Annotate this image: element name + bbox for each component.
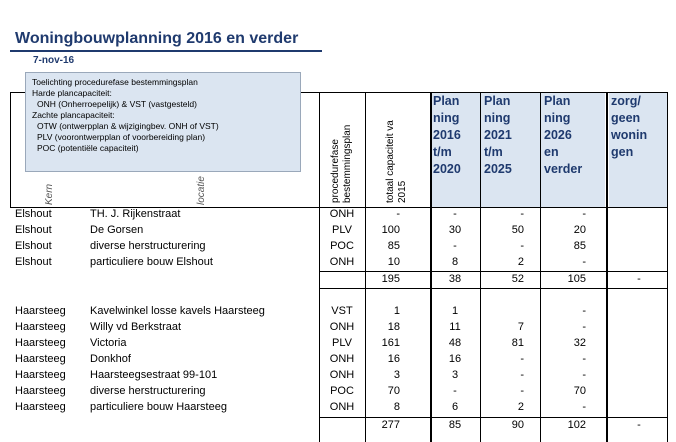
table-row: Elshout De Gorsen PLV 100 30 50 20 bbox=[15, 224, 586, 236]
tooltip-line-1: Toelichting procedurefase bestemmingsplan bbox=[32, 77, 198, 87]
procedure-legend-tooltip bbox=[25, 72, 301, 172]
tooltip-line-2: Harde plancapaciteit: bbox=[32, 88, 112, 98]
col-header-kern: Kern bbox=[44, 183, 55, 205]
table-row: Elshout TH. J. Rijkenstraat ONH - - - - bbox=[15, 208, 586, 220]
table-row: Elshout diverse herstructurering POC 85 - - 85 bbox=[15, 240, 586, 252]
table-row: Haarsteeg Victoria PLV 161 48 81 32 bbox=[15, 337, 586, 349]
col-header-procedure-1: procedurefase bbox=[330, 139, 341, 203]
tooltip-line-6: PLV (voorontwerpplan of voorbereiding plan) bbox=[37, 132, 206, 142]
grid-v-left bbox=[10, 92, 11, 208]
haarsteeg-sum-row: 277 85 90 102 - bbox=[381, 419, 641, 431]
col-header-zorg: zorg/ geen wonin gen bbox=[611, 94, 648, 159]
elshout-sum-bottom bbox=[319, 288, 668, 289]
tooltip-line-7: POC (potentiële capaciteit) bbox=[37, 143, 139, 153]
tooltip-line-3: ONH (Onherroepelijk) & VST (vastgesteld) bbox=[37, 99, 197, 109]
table-row: Haarsteeg particuliere bouw Haarsteeg ONH 8 6 2 - bbox=[15, 401, 586, 413]
col-header-plan-2016: Plan ning 2016 t/m 2020 bbox=[433, 94, 461, 176]
title-underline bbox=[10, 50, 322, 52]
col-header-totaal-2: 2015 bbox=[397, 180, 408, 203]
tooltip-line-5: OTW (ontwerpplan & wijzigingbev. ONH of VST) bbox=[37, 121, 219, 131]
col-header-totaal-1: totaal capaciteit va bbox=[385, 120, 396, 203]
elshout-sum-row: 195 38 52 105 - bbox=[381, 273, 641, 285]
table-row: Elshout particuliere bouw Elshout ONH 10 8 2 - bbox=[15, 256, 586, 268]
table-row: Haarsteeg Haarsteegsestraat 99-101 ONH 3 3 - - bbox=[15, 369, 586, 381]
col-header-locatie: locatie bbox=[196, 176, 207, 205]
table-row: Haarsteeg Donkhof ONH 16 16 - - bbox=[15, 353, 586, 365]
col-header-procedure-2: bestemmingsplan bbox=[342, 124, 353, 203]
col-header-plan-2026: Plan ning 2026 en verder bbox=[544, 94, 583, 176]
table-row: Haarsteeg Willy vd Berkstraat ONH 18 11 7 - bbox=[15, 321, 586, 333]
report-date: 7-nov-16 bbox=[33, 55, 75, 66]
tooltip-line-4: Zachte plancapaciteit: bbox=[32, 110, 115, 120]
page-title: Woningbouwplanning 2016 en verder bbox=[15, 30, 299, 47]
table-row: Haarsteeg Kavelwinkel losse kavels Haarsteeg VST 1 1 - bbox=[15, 305, 586, 317]
col-header-plan-2021: Plan ning 2021 t/m 2025 bbox=[484, 94, 512, 176]
table-row: Haarsteeg diverse herstructurering POC 70 - - 70 bbox=[15, 385, 586, 397]
